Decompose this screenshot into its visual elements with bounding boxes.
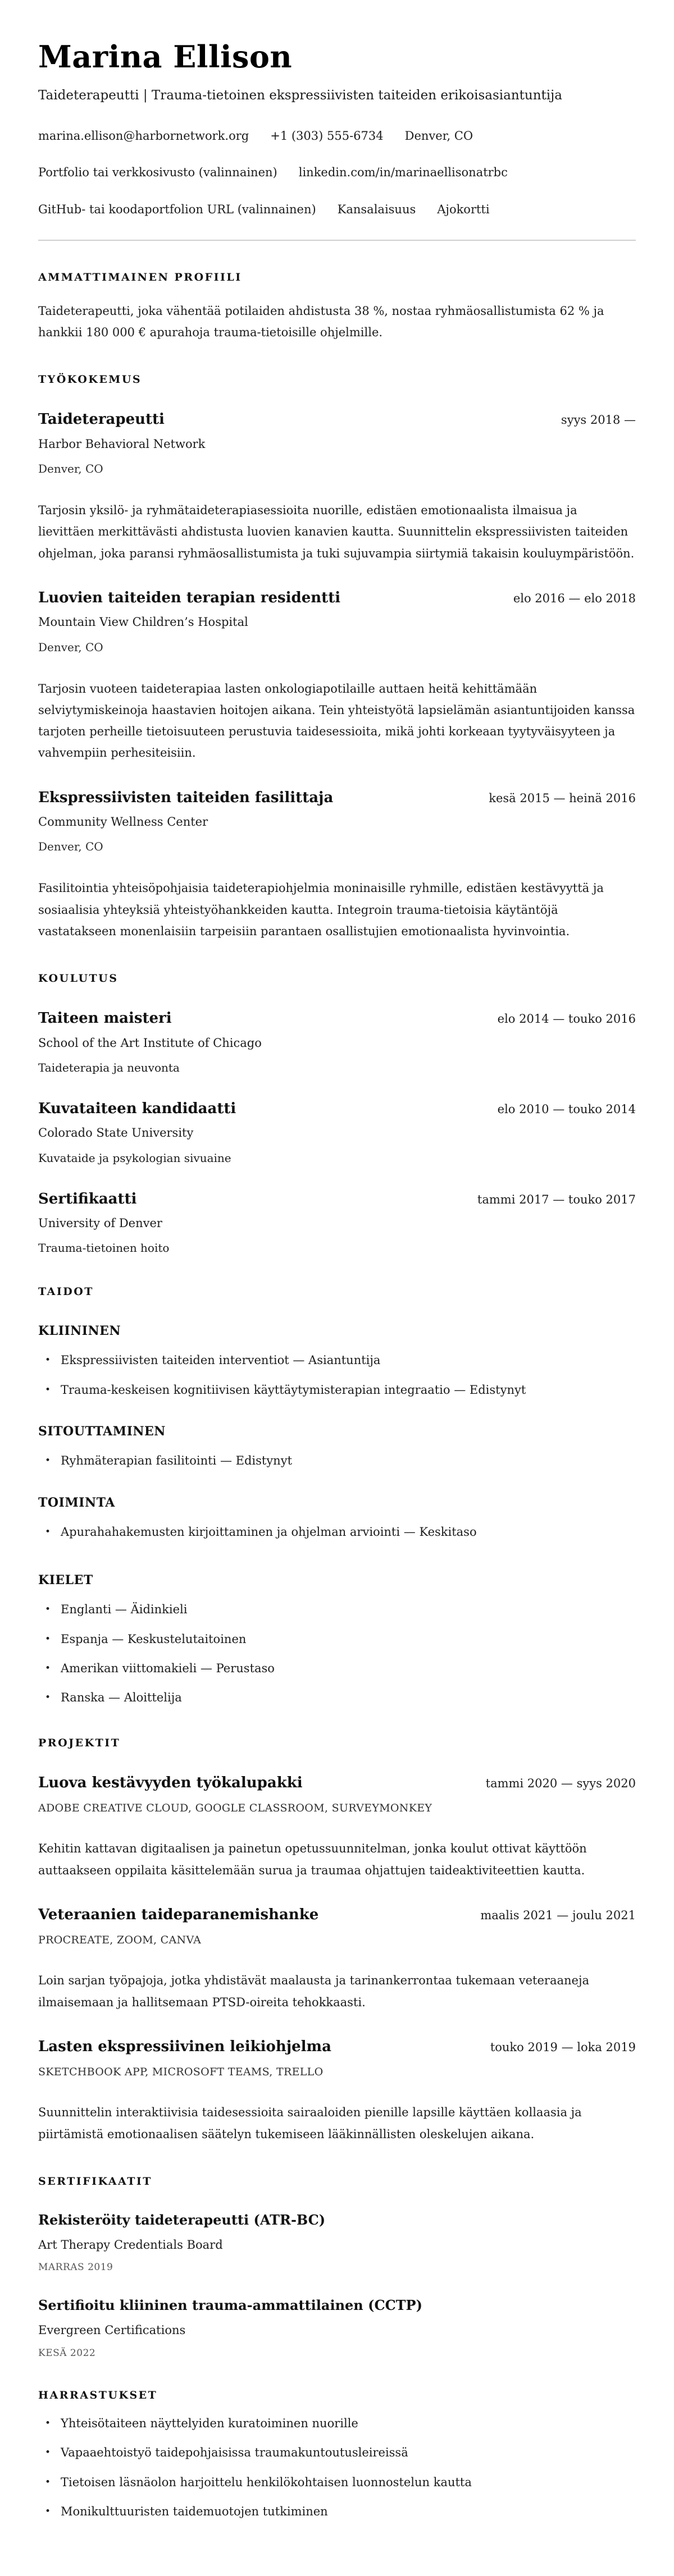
certification-date: MARRAS 2019 [38,2262,113,2273]
school-name: Colorado State University [38,1126,194,1140]
degree-title: Kuvataiteen kandidaatti [38,1100,236,1117]
project-description: Loin sarjan työpajoja, jotka yhdistävät maalausta ja tarinankerrontaa tukemaan veteraaneja ilmaisemaan ja hallitsemaan PTSD-oireita tehokkaasti. [38,1974,589,2009]
project-entry-head [38,1906,636,1924]
drivers-license-label: Ajokortti [437,202,490,216]
education-detail: Taideterapia ja neuvonta [38,1060,180,1074]
job-entry [38,410,636,564]
certification-date: KESÄ 2022 [38,2347,96,2359]
job-description: Tarjosin vuoteen taideterapiaa lasten onkologiapotilaille auttaen heitä kehittämään selviytymiskeinoja haastavien hoitojen aikana. Tein yhteistyötä lapsielämän asiantuntijoiden kanssa tarjoten perheille tietoisuuteen perustuvia taidesessioita, mikä johti korkeaan tyytyväisyyteen ja vahvempiin perhesiteisiin. [38,681,635,760]
profile-summary: Taideterapeutti, joka vähentää potilaiden ahdistusta 38 %, nostaa ryhmäosallistumista 62 % ja hankkii 180 000 € apurahoja trauma-tietoisille ohjelmille. [38,304,604,340]
job-location: Denver, CO [38,640,103,654]
job-title: Taideterapeutti [38,411,165,428]
education-detail: Kuvataide ja psykologian sivuaine [38,1151,231,1165]
github-label: GitHub- tai koodaportfolion URL (valinnainen) [38,202,316,216]
certification-title: Sertifioitu kliininen trauma-ammattilainen (CCTP) [38,2297,422,2314]
language-list [38,1601,636,1706]
hobby-item: • Monikulttuuristen taidemuotojen tutkiminen [38,2503,636,2520]
hobby-item: • Yhteisötaiteen näyttelyiden kuratoiminen nuorille [38,2415,636,2432]
job-dates: kesä 2015 — heinä 2016 [489,791,636,805]
certifications-heading: SERTIFIKAATIT [38,2175,152,2188]
job-company: Mountain View Children’s Hospital [38,615,248,629]
education-entry [38,1009,636,1075]
job-company: Harbor Behavioral Network [38,437,206,451]
resume-header [38,39,636,241]
certification-issuer: Evergreen Certifications [38,2323,186,2337]
experience-heading: TYÖKOKEMUS [38,373,142,386]
degree-title: Sertifikaatti [38,1190,137,1207]
certification-issuer: Art Therapy Credentials Board [38,2238,223,2252]
skill-group-heading: KLIININEN [38,1324,121,1339]
section-education [38,972,636,1255]
hobbies-heading: HARRASTUKSET [38,2389,158,2401]
skill-item: • Apurahahakemusten kirjoittaminen ja ohjelman arviointi — Keskitaso [38,1523,636,1540]
location-text: Denver, CO [404,129,473,143]
education-dates: elo 2014 — touko 2016 [497,1012,636,1026]
skill-item: • Ryhmäterapian fasilitointi — Edistynyt [38,1452,636,1469]
job-title: Luovien taiteiden terapian residentti [38,589,341,606]
job-company: Community Wellness Center [38,815,208,829]
skill-list [38,1352,636,1398]
school-name: School of the Art Institute of Chicago [38,1036,262,1050]
job-entry [38,589,636,764]
section-profile [38,271,636,343]
skill-group-heading: TOIMINTA [38,1495,115,1510]
project-entry-head [38,1774,636,1792]
skill-group-heading: KIELET [38,1573,93,1588]
skills-heading: TAIDOT [38,1285,94,1298]
contact-row-1 [38,128,636,144]
skill-list [38,1452,636,1469]
header-divider [38,240,636,241]
contact-row-2 [38,164,636,180]
education-entry-head [38,1100,636,1118]
project-title: Lasten ekspressiivinen leikiohjelma [38,2038,331,2055]
education-detail: Trauma-tietoinen hoito [38,1241,170,1255]
certification-entry [38,2211,636,2273]
project-description: Kehitin kattavan digitaalisen ja painetun opetussuunnitelman, jonka koulut ottivat käyttöön auttaakseen oppilaita käsittelemään surua ja traumaa ohjattujen taideaktiviteettien kautta. [38,1842,587,1877]
job-title: Ekspressiivisten taiteiden fasilittaja [38,789,334,806]
project-dates: maalis 2021 — joulu 2021 [480,1908,636,1922]
email-text: marina.ellison@harbornetwork.org [38,129,249,143]
job-dates: elo 2016 — elo 2018 [513,591,636,605]
profile-heading: AMMATTIMAINEN PROFIILI [38,271,242,284]
section-experience [38,373,636,942]
contact-row-3 [38,202,636,217]
skill-group-clinical [38,1324,636,1398]
skill-item: • Trauma-keskeisen kognitiivisen käyttäytymisterapian integraatio — Edistynyt [38,1381,636,1398]
education-entry [38,1100,636,1165]
skill-item: • Ekspressiivisten taiteiden interventiot — Asiantuntija [38,1352,636,1369]
language-item: • Amerikan viittomakieli — Perustaso [38,1660,636,1677]
phone-text: +1 (303) 555-6734 [270,129,384,143]
hobby-item: • Tietoisen läsnäolon harjoittelu henkilökohtaisen luonnostelun kautta [38,2474,636,2491]
citizenship-label: Kansalaisuus [337,202,416,216]
hobby-list [38,2415,636,2520]
project-entry [38,2038,636,2145]
job-dates: syys 2018 — [561,413,636,427]
education-entry-head [38,1009,636,1028]
education-dates: elo 2010 — touko 2014 [497,1102,636,1116]
project-tools: PROCREATE, ZOOM, CANVA [38,1934,202,1947]
project-title: Veteraanien taideparanemishanke [38,1906,319,1923]
education-entry-head [38,1190,636,1209]
professional-title: Taideterapeutti | Trauma-tietoinen ekspressiivisten taiteiden erikoisasiantuntija [38,88,562,103]
section-skills [38,1285,636,1706]
linkedin-text: linkedin.com/in/marinaellisonatrbc [298,166,508,180]
skill-group-engagement [38,1424,636,1469]
project-tools: ADOBE CREATIVE CLOUD, GOOGLE CLASSROOM, SURVEYMONKEY [38,1802,432,1815]
job-location: Denver, CO [38,840,103,854]
section-projects [38,1737,636,2145]
job-description: Tarjosin yksilö- ja ryhmätaideterapiasessioita nuorille, edistäen emotionaalista ilmaisua ja lievittäen merkittävästi ahdistusta luovien kanavien kautta. Suunnittelin ekspressiivisten taiteiden ohjelman, joka paransi ryhmäosallistumista ja tuki sujuvampia siirtymiä takaisin kouluympäristöön. [38,504,635,560]
job-location: Denver, CO [38,462,103,476]
project-entry [38,1906,636,2013]
hobby-item: • Vapaaehtoistyö taidepohjaisissa traumakuntoutusleireissä [38,2444,636,2461]
job-entry-head [38,589,636,607]
education-heading: KOULUTUS [38,972,119,985]
person-name: Marina Ellison [38,39,293,75]
project-entry [38,1774,636,1881]
education-dates: tammi 2017 — touko 2017 [477,1192,636,1206]
job-entry [38,789,636,942]
language-item: • Espanja — Keskustelutaitoinen [38,1631,636,1648]
skill-group-languages [38,1573,636,1706]
skill-group-operations [38,1495,636,1540]
school-name: University of Denver [38,1216,162,1230]
job-entry-head [38,789,636,807]
skill-group-heading: SITOUTTAMINEN [38,1424,166,1439]
certification-title: Rekisteröity taideterapeutti (ATR-BC) [38,2211,326,2228]
project-description: Suunnittelin interaktiivisia taidesessioita sairaaloiden pienille lapsille käyttäen kollaasia ja piirtämistä emotionaalisen säätelyn tukemiseen lääkinnällisten oleskelujen aikana. [38,2106,582,2141]
section-certifications [38,2175,636,2359]
education-entry [38,1190,636,1256]
project-dates: tammi 2020 — syys 2020 [485,1776,636,1790]
language-item: • Ranska — Aloittelija [38,1689,636,1706]
projects-heading: PROJEKTIT [38,1736,121,1749]
portfolio-label: Portfolio tai verkkosivusto (valinnainen) [38,166,277,180]
job-entry-head [38,410,636,429]
certification-entry [38,2296,636,2358]
project-tools: SKETCHBOOK APP, MICROSOFT TEAMS, TRELLO [38,2066,324,2079]
skill-list [38,1523,636,1540]
project-title: Luova kestävyyden työkalupakki [38,1774,303,1791]
section-hobbies [38,2389,636,2520]
degree-title: Taiteen maisteri [38,1010,172,1027]
language-item: • Englanti — Äidinkieli [38,1601,636,1618]
project-entry-head [38,2038,636,2056]
project-dates: touko 2019 — loka 2019 [490,2040,636,2054]
job-description: Fasilitointia yhteisöpohjaisia taideterapiohjelmia moninaisille ryhmille, edistäen kestävyyttä ja sosiaalisia yhteyksiä yhteistyöhankkeiden kautta. Integroin trauma-tietoisia käytäntöjä vastatakseen monenlaisiin tarpeisiin parantaen osallistujien emotionaalista hyvinvointia. [38,881,604,938]
